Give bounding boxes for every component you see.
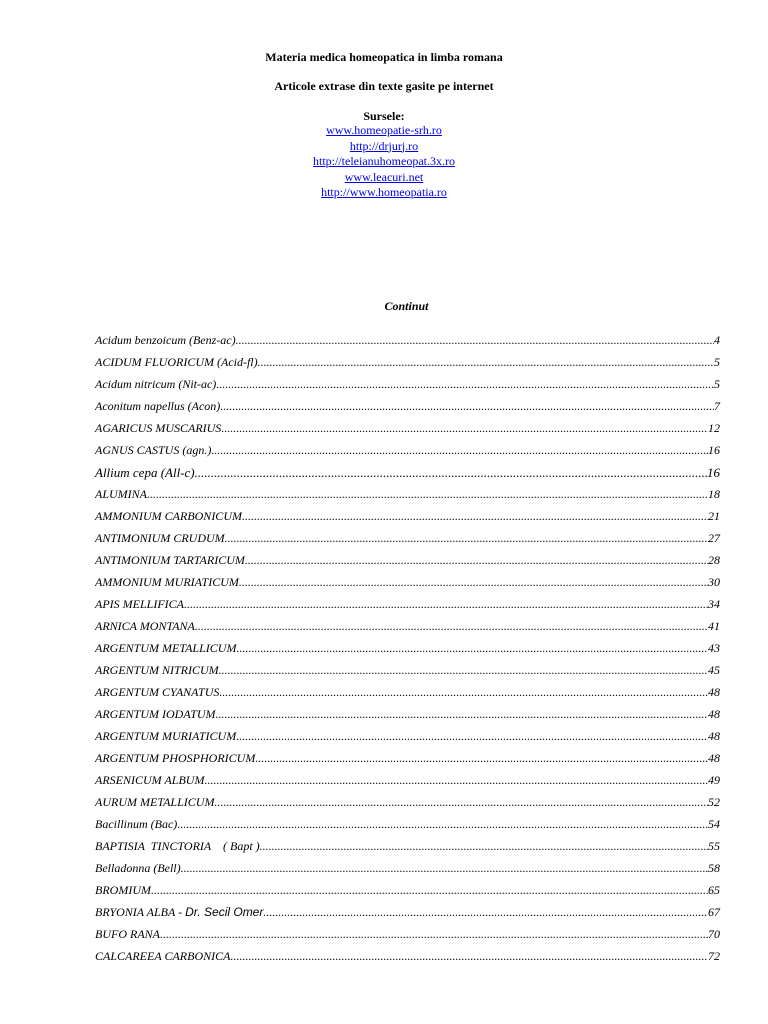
toc-leader [225,531,708,546]
toc-leader [216,377,714,392]
toc-leader [184,597,708,612]
toc-entry-page: 48 [708,707,720,721]
toc-entry[interactable] [95,839,720,861]
document-title: Materia medica homeopatica in limba romana [265,50,503,64]
sources-list [0,123,768,201]
toc-entry-page: 48 [708,729,720,743]
toc-leader [255,751,708,766]
toc-entry-title: AMMONIUM MURIATICUM [95,575,239,589]
toc-entry-page: 41 [708,619,720,633]
toc-leader [219,685,708,700]
toc-leader [147,487,708,502]
toc-leader [214,795,708,810]
toc-entry-page: 16 [707,465,720,480]
toc-leader [177,817,708,832]
sources-label: Sursele: [363,109,405,123]
toc-entry-title: ARGENTUM MURIATICUM [95,729,237,743]
toc-entry-page: 48 [708,685,720,699]
toc-entry[interactable] [95,421,720,443]
toc-entry[interactable] [95,377,720,399]
toc-entry-title-text: BRYONIA ALBA - [95,905,186,919]
toc-leader [263,905,708,920]
toc-entry[interactable] [95,531,720,553]
toc-entry-title: APIS MELLIFICA [95,597,184,611]
toc-entry-page: 34 [708,597,720,611]
toc-entry-title: ARGENTUM CYANATUS [95,685,220,699]
toc-entry[interactable] [95,487,720,509]
document-subtitle: Articole extrase din texte gasite pe internet [274,79,494,93]
toc-entry-title: Allium cepa (All-c) [95,465,195,480]
toc-entry-page: 58 [708,861,720,875]
toc-entry-title: BROMIUM [95,883,151,897]
toc-leader [216,707,708,722]
toc-entry[interactable] [95,641,720,663]
toc-entry-title: Acidum benzoicum (Benz-ac) [95,333,236,347]
toc-entry-page: 55 [708,839,720,853]
toc-entry[interactable] [95,883,720,905]
toc-entry-title: Aconitum napellus (Acon) [95,399,221,413]
toc-leader [181,861,708,876]
toc-entry[interactable] [95,553,720,575]
toc-entry[interactable] [95,355,720,377]
toc-entry-title: ARGENTUM IODATUM [95,707,216,721]
toc-entry-page: 48 [708,751,720,765]
toc-leader [260,839,708,854]
toc-entry-page: 21 [708,509,720,523]
toc-entry-title: AURUM METALLICUM [95,795,215,809]
toc-entry-title: ANTIMONIUM CRUDUM [95,531,225,545]
toc-entry[interactable] [95,575,720,597]
toc-entry-page: 70 [708,927,720,941]
toc-entry-title: ARGENTUM METALLICUM [95,641,237,655]
toc-leader [195,465,707,481]
toc-entry[interactable] [95,729,720,751]
toc-leader [230,949,708,964]
toc-entry[interactable] [95,707,720,729]
toc-leader [221,421,708,436]
source-link[interactable]: www.leacuri.net [344,169,424,184]
toc-entry-title: BUFO RANA [95,927,160,941]
toc-leader [204,773,708,788]
toc-entry-page: 18 [708,487,720,501]
source-link[interactable]: http://teleianuhomeopat.3x.ro [313,154,455,168]
toc-entry-title: ARGENTUM NITRICUM [95,663,219,677]
toc-leader [245,553,708,568]
toc-leader [236,729,708,744]
toc-heading: Continut [384,299,429,313]
toc-entry-page: 65 [708,883,720,897]
table-of-contents [95,333,720,971]
toc-entry[interactable] [95,773,720,795]
toc-entry-page: 27 [708,531,720,545]
toc-leader [220,399,714,414]
toc-entry-page: 12 [708,421,720,435]
toc-leader [242,509,708,524]
toc-entry-page: 54 [708,817,720,831]
toc-entry[interactable] [95,905,720,927]
toc-leader [219,663,708,678]
toc-entry-page: 43 [708,641,720,655]
toc-entry-title: ACIDUM FLUORICUM (Acid-fl) [95,355,258,369]
toc-entry[interactable] [95,509,720,531]
toc-entry-title: Acidum nitricum (Nit-ac) [95,377,217,391]
toc-leader [258,355,714,370]
toc-entry-title: CALCAREEA CARBONICA [95,949,231,963]
toc-entry-page: 72 [708,949,720,963]
toc-entry[interactable] [95,597,720,619]
toc-leader [160,927,708,942]
toc-entry[interactable] [95,443,720,465]
toc-entry-title: Belladonna (Bell) [95,861,181,875]
toc-entry-page: 5 [714,355,720,369]
toc-entry-title: AGARICUS MUSCARIUS [95,421,222,435]
toc-entry-page: 52 [708,795,720,809]
toc-entry[interactable] [95,861,720,883]
toc-entry[interactable] [95,465,720,487]
toc-entry[interactable] [95,399,720,421]
toc-entry[interactable] [95,333,720,355]
toc-entry-page: 67 [708,905,720,919]
toc-entry-page: 49 [708,773,720,787]
toc-leader [151,883,708,898]
toc-entry-title: BAPTISIA TINCTORIA ( Bapt ) [95,839,260,853]
toc-entry[interactable] [95,685,720,707]
toc-entry-page: 5 [714,377,720,391]
toc-entry-page: 30 [708,575,720,589]
source-link[interactable]: http://drjurj.ro [349,138,419,153]
toc-entry[interactable] [95,795,720,817]
toc-entry-title: ANTIMONIUM TARTARICUM [95,553,245,567]
toc-leader [195,619,708,634]
toc-entry[interactable] [95,927,720,949]
toc-entry-title: Bacillinum (Bac) [95,817,178,831]
toc-leader [236,333,714,348]
toc-entry-title: ARSENICUM ALBUM [95,773,205,787]
toc-leader [236,641,708,656]
toc-entry-page: 7 [714,399,720,413]
source-link[interactable]: www.homeopatie-srh.ro [326,123,442,137]
toc-entry-title [95,905,263,920]
toc-entry-page: 16 [708,443,720,457]
toc-leader [239,575,708,590]
toc-entry[interactable] [95,817,720,839]
toc-entry-title: ALUMINA [95,487,147,501]
toc-entry-title: ARNICA MONTANA [95,619,195,633]
toc-entry-author: Dr. Secil Omer [185,905,264,919]
toc-entry-page: 28 [708,553,720,567]
source-link[interactable]: http://www.homeopatia.ro [321,185,447,199]
toc-entry-title: ARGENTUM PHOSPHORICUM [95,751,256,765]
toc-entry-page: 4 [714,333,720,347]
toc-leader [211,443,708,458]
toc-entry[interactable] [95,619,720,641]
toc-entry[interactable] [95,949,720,971]
toc-entry-title: AGNUS CASTUS (agn.) [95,443,212,457]
toc-entry[interactable] [95,663,720,685]
toc-entry[interactable] [95,751,720,773]
toc-entry-title: AMMONIUM CARBONICUM [95,509,242,523]
toc-entry-page: 45 [708,663,720,677]
